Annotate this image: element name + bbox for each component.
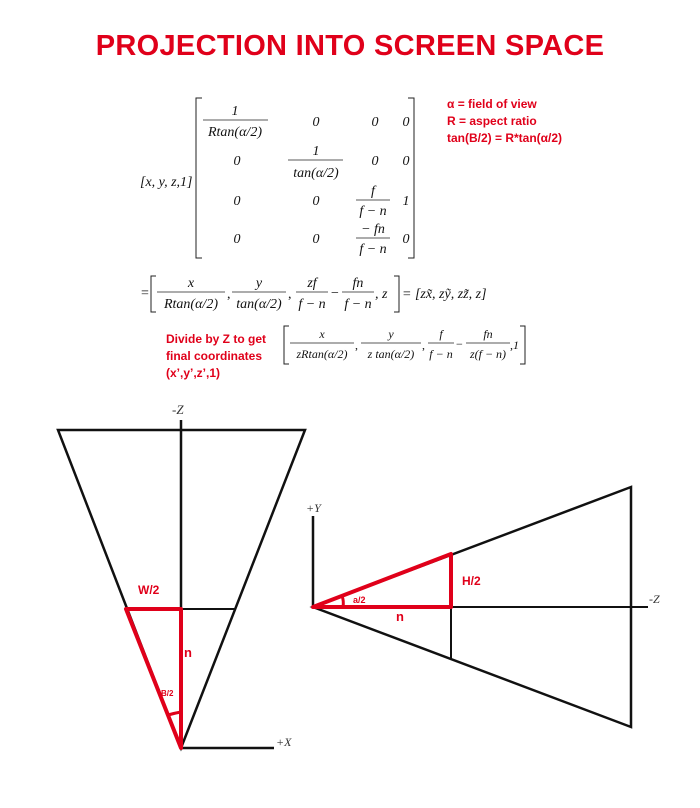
m23: 0 — [371, 154, 379, 169]
m12: 0 — [312, 115, 320, 130]
left-frustum-diagram — [58, 402, 305, 749]
fin-x-num: x — [319, 327, 325, 341]
m42: 0 — [312, 232, 320, 247]
res-fn-den: f − n — [344, 297, 372, 312]
right-axis-label-z: -Z — [649, 592, 660, 606]
note-aspect: R = aspect ratio — [447, 114, 537, 128]
fin-y-den: z tan(α/2) — [367, 347, 415, 361]
left-angle-label: B/2 — [161, 689, 174, 698]
m34: 1 — [402, 194, 410, 209]
left-axis-label-x: +X — [276, 735, 292, 749]
res-x-den: Rtan(α/2) — [163, 297, 219, 312]
divide-line-2: final coordinates — [166, 349, 263, 363]
right-near-label: n — [396, 609, 404, 624]
fin-f-num: f — [439, 327, 443, 341]
fin-x-den: zRtan(α/2) — [296, 347, 348, 361]
m41: 0 — [233, 232, 241, 247]
m31: 0 — [233, 194, 241, 209]
m13: 0 — [371, 115, 379, 130]
right-angle-label: a/2 — [353, 595, 366, 605]
page-title: PROJECTION INTO SCREEN SPACE — [95, 30, 605, 62]
res-z-term: , z — [375, 287, 388, 302]
result-right-bracket — [394, 276, 399, 312]
fin-fn-num: fn — [483, 327, 493, 341]
matrix-left-bracket — [196, 98, 202, 258]
divide-line-3: (x’,y’,z’,1) — [166, 366, 221, 380]
m33-den: f − n — [359, 204, 387, 219]
right-half-height-label: H/2 — [462, 574, 481, 588]
fin-f-den: f − n — [429, 347, 453, 361]
res-minus: − — [331, 286, 339, 301]
m24: 0 — [402, 154, 410, 169]
m22-num: 1 — [312, 144, 320, 159]
m43-den: f − n — [359, 242, 387, 257]
result-equals: = — [141, 286, 149, 301]
m43-num: − fn — [361, 222, 385, 237]
right-half-height-triangle — [313, 554, 451, 607]
m21: 0 — [233, 154, 241, 169]
final-left-bracket — [284, 326, 289, 364]
res-comma-2: , — [288, 287, 292, 302]
fin-fn-den: z(f − n) — [469, 347, 507, 361]
fin-minus: − — [456, 337, 463, 351]
res-zf-den: f − n — [298, 297, 326, 312]
divide-line-1: Divide by Z to get — [166, 332, 267, 346]
left-axis-label-z: -Z — [172, 402, 184, 417]
m33-num: f — [371, 184, 375, 199]
left-half-width-label: W/2 — [138, 583, 160, 597]
final-right-bracket — [520, 326, 525, 364]
m32: 0 — [312, 194, 320, 209]
m44: 0 — [402, 232, 410, 247]
result-left-bracket — [151, 276, 156, 312]
fin-one: ,1 — [510, 338, 519, 352]
row-vector: [x, y, z,1] — [140, 175, 193, 190]
m14: 0 — [402, 115, 410, 130]
fin-comma-2: , — [422, 338, 425, 352]
res-y-den: tan(α/2) — [236, 297, 282, 312]
res-comma-1: , — [227, 287, 231, 302]
res-y-num: y — [255, 276, 263, 291]
res-rhs: = [zx̃, zỹ, zz̃, z] — [402, 287, 487, 302]
right-angle-arc — [342, 596, 343, 607]
note-tan-relation: tan(B/2) = R*tan(α/2) — [447, 131, 563, 145]
fin-comma-1: , — [355, 338, 358, 352]
res-zf-num: zf — [307, 276, 317, 291]
res-fn-num: fn — [352, 276, 364, 291]
left-near-label: n — [184, 645, 192, 660]
right-frustum-diagram — [306, 487, 660, 727]
left-half-width-triangle — [126, 609, 181, 748]
note-fov: α = field of view — [447, 97, 537, 111]
m22-den: tan(α/2) — [293, 166, 339, 181]
fin-y-num: y — [388, 327, 394, 341]
m11-den: Rtan(α/2) — [207, 125, 263, 140]
m11-num: 1 — [231, 104, 239, 119]
res-x-num: x — [187, 276, 195, 291]
right-axis-label-y: +Y — [306, 501, 321, 515]
